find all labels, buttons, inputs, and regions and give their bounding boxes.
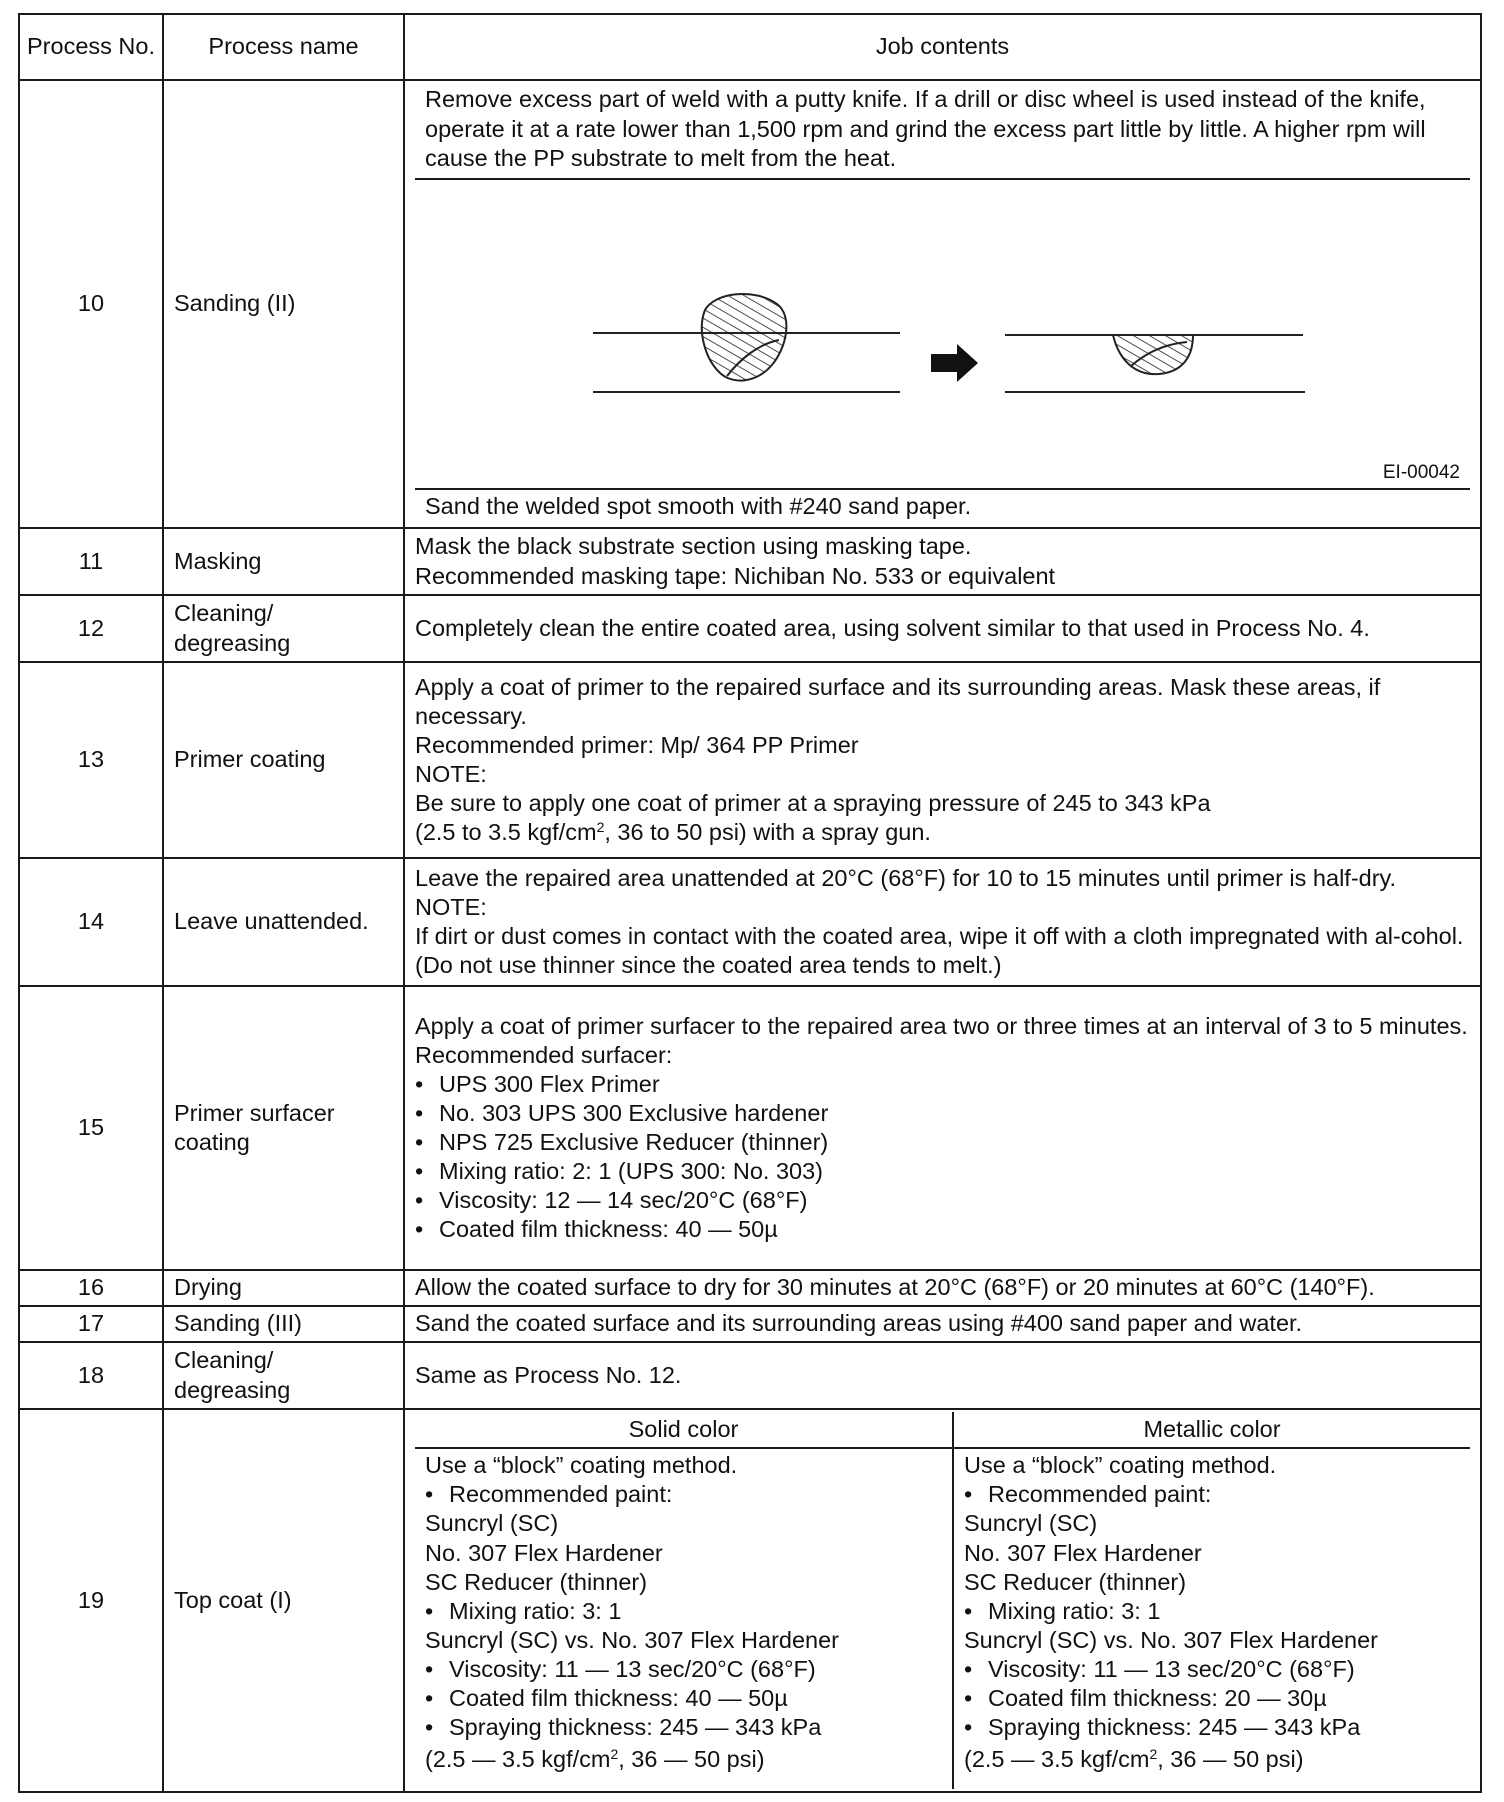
job-contents [404, 858, 1481, 986]
table-row [19, 1270, 1481, 1306]
bullet-text: Viscosity: 11 — 13 sec/20°C (68°F) [449, 1656, 816, 1682]
top-coat-subtable [415, 1412, 1470, 1789]
job-line: Recommended surfacer: [415, 1041, 673, 1068]
job-line: Be sure to apply one coat of primer at a spraying pressure of 245 to 343 kPa [415, 790, 1211, 817]
bullet-icon: • [964, 1597, 973, 1624]
job-line: Recommended masking tape: Nichiban No. 533 or equivalent [415, 562, 1056, 589]
bullet-icon: • [964, 1685, 973, 1712]
unit-text: (2.5 — 3.5 kgf/cm [964, 1746, 1150, 1773]
unit-text: , 36 to 50 psi) with a spray gun. [604, 819, 931, 846]
paint-line: No. 307 Flex Hardener [425, 1539, 663, 1566]
table-row [19, 1306, 1481, 1342]
bullet-icon: • [415, 1129, 424, 1155]
bullet-icon: • [964, 1481, 973, 1508]
table-row [19, 1409, 1481, 1792]
mix-note: Suncryl (SC) vs. No. 307 Flex Hardener [964, 1626, 1379, 1653]
paint-line: SC Reducer (thinner) [425, 1568, 648, 1595]
process-no: 14 [19, 858, 163, 986]
paint-line: Suncryl (SC) [964, 1510, 1098, 1537]
bullet-text: Viscosity: 12 — 14 sec/20°C (68°F) [439, 1187, 808, 1214]
job-line: Allow the coated surface to dry for 30 minutes at 20°C (68°F) or 20 minutes at 60°C (140°F). [415, 1274, 1375, 1301]
unit-superscript: 2 [596, 819, 605, 836]
job-contents [404, 528, 1481, 595]
job-contents [404, 1270, 1481, 1306]
bullet-text: Recommended paint: [449, 1481, 673, 1508]
note-label: NOTE: [415, 893, 487, 920]
bullet-icon: • [964, 1656, 973, 1682]
bullet-text: Coated film thickness: 40 — 50µ [439, 1216, 778, 1243]
process-table [18, 13, 1482, 1793]
bullet-text: UPS 300 Flex Primer [439, 1070, 660, 1097]
job-text: Remove excess part of weld with a putty knife. If a drill or disc wheel is used instead of the knife, operate it at a rate lower than 1,500 rpm and grind the excess part little by little. A higher rpm will cause the PP substrate to melt from the heat. [425, 86, 1426, 171]
bullet-item [964, 1684, 1460, 1713]
process-no: 19 [19, 1409, 163, 1792]
job-contents [404, 1409, 1481, 1792]
job-line: Mask the black substrate section using masking tape. [415, 533, 972, 560]
note-label: NOTE: [415, 761, 487, 787]
bullet-icon: • [964, 1714, 973, 1741]
subtable-header-row [415, 1412, 1470, 1448]
bullet-item [415, 1215, 1470, 1244]
unit-line [964, 1745, 1460, 1774]
weld-sanding-diagram [415, 180, 1490, 488]
process-no: 16 [19, 1270, 163, 1306]
job-contents [404, 986, 1481, 1270]
job-line: Leave the repaired area unattended at 20°C (68°F) for 10 to 15 minutes until primer is half-dry. [415, 864, 1397, 891]
table-row [19, 595, 1481, 662]
bullet-icon: • [415, 1158, 424, 1185]
weld-after-icon [1005, 335, 1305, 392]
bullet-icon: • [415, 1099, 424, 1126]
header-process-name: Process name [163, 14, 404, 80]
bullet-item [964, 1480, 1460, 1509]
process-table-sheet [18, 13, 1480, 1786]
job-line: Apply a coat of primer surfacer to the repaired area two or three times at an interval of 3 to 5 minutes. [415, 1012, 1468, 1039]
unit-superscript: 2 [1149, 1746, 1158, 1763]
process-name: Leave unattended. [163, 858, 404, 986]
unit-text: , 36 — 50 psi) [618, 1746, 765, 1773]
header-row [19, 14, 1481, 80]
job-line: Apply a coat of primer to the repaired surface and its surrounding areas. Mask these areas, if necessary. [415, 673, 1381, 729]
bullet-item [415, 1157, 1470, 1186]
bullet-icon: • [425, 1714, 434, 1741]
bullet-text: Spraying thickness: 245 — 343 kPa [988, 1714, 1361, 1741]
job-line: Sand the coated surface and its surrounding areas using #400 sand paper and water. [415, 1310, 1303, 1337]
bullet-icon: • [425, 1656, 434, 1682]
job-line: Same as Process No. 12. [415, 1361, 682, 1388]
mix-note: Suncryl (SC) vs. No. 307 Flex Hardener [425, 1626, 840, 1653]
method-line: Use a “block” coating method. [964, 1452, 1277, 1479]
bullet-icon: • [425, 1597, 434, 1624]
bullet-text: Mixing ratio: 3: 1 [988, 1597, 1161, 1624]
unit-line [425, 1745, 942, 1774]
process-no: 17 [19, 1306, 163, 1342]
process-name: Cleaning/ degreasing [163, 595, 404, 662]
job-contents [404, 1342, 1481, 1409]
solid-color-cell [415, 1448, 953, 1789]
right-arrow-icon [931, 344, 978, 382]
bullet-text: Mixing ratio: 3: 1 [449, 1597, 622, 1624]
process-no: 13 [19, 662, 163, 858]
process-no: 15 [19, 986, 163, 1270]
bullet-item [415, 1099, 1470, 1128]
job-text: Sand the welded spot smooth with #240 sand paper. [415, 488, 1470, 523]
metallic-color-cell [953, 1448, 1470, 1789]
bullet-text: Spraying thickness: 245 — 343 kPa [449, 1714, 822, 1741]
job-contents [404, 662, 1481, 858]
bullet-item [964, 1597, 1460, 1626]
bullet-item [425, 1480, 942, 1509]
bullet-item [415, 1128, 1470, 1157]
bullet-icon: • [425, 1685, 434, 1712]
process-name: Drying [163, 1270, 404, 1306]
bullet-icon: • [425, 1481, 434, 1508]
table-row [19, 1342, 1481, 1409]
subtable-body-row [415, 1448, 1470, 1789]
bullet-text: Recommended paint: [988, 1481, 1212, 1508]
bullet-item [964, 1713, 1460, 1742]
process-no: 12 [19, 595, 163, 662]
bullet-text: NPS 725 Exclusive Reducer (thinner) [439, 1129, 829, 1155]
weld-before-icon [593, 294, 900, 392]
table-row [19, 80, 1481, 528]
bullet-item [425, 1655, 942, 1684]
job-contents [404, 80, 1481, 528]
job-line: Completely clean the entire coated area, using solvent similar to that used in Process No. 4. [415, 614, 1370, 641]
table-row [19, 858, 1481, 986]
table-row [19, 662, 1481, 858]
table-row [19, 986, 1481, 1270]
job-line: Recommended primer: Mp/ 364 PP Primer [415, 731, 859, 758]
paint-line: No. 307 Flex Hardener [964, 1539, 1202, 1566]
table-row [19, 528, 1481, 595]
bullet-item [425, 1597, 942, 1626]
process-name: Cleaning/ degreasing [163, 1342, 404, 1409]
bullet-text: No. 303 UPS 300 Exclusive hardener [439, 1099, 829, 1126]
process-name: Sanding (II) [163, 80, 404, 528]
process-name: Top coat (I) [163, 1409, 404, 1792]
bullet-text: Viscosity: 11 — 13 sec/20°C (68°F) [988, 1656, 1355, 1682]
unit-superscript: 2 [610, 1746, 619, 1763]
method-line: Use a “block” coating method. [425, 1452, 738, 1479]
bullet-text: Coated film thickness: 40 — 50µ [449, 1685, 788, 1712]
job-line: If dirt or dust comes in contact with the coated area, wipe it off with a cloth impregnated with al-cohol. (Do not use thinner since the coated area tends to melt.) [415, 923, 1464, 979]
process-no: 11 [19, 528, 163, 595]
job-contents [404, 1306, 1481, 1342]
process-no: 18 [19, 1342, 163, 1409]
unit-text: (2.5 — 3.5 kgf/cm [425, 1746, 611, 1773]
bullet-icon: • [415, 1070, 424, 1097]
job-line-unit [415, 818, 1470, 847]
process-name: Sanding (III) [163, 1306, 404, 1342]
bullet-item [415, 1070, 1470, 1099]
bullet-icon: • [415, 1187, 424, 1214]
metallic-color-header: Metallic color [953, 1412, 1470, 1448]
process-name: Primer coating [163, 662, 404, 858]
process-name: Primer surfacer coating [163, 986, 404, 1270]
paint-line: SC Reducer (thinner) [964, 1568, 1187, 1595]
figure-panel [415, 178, 1470, 488]
figure-code: EI-00042 [1382, 461, 1460, 483]
header-process-no: Process No. [19, 14, 163, 80]
bullet-item [425, 1713, 942, 1742]
bullet-item [415, 1186, 1470, 1215]
bullet-icon: • [415, 1216, 424, 1243]
solid-color-header: Solid color [415, 1412, 953, 1448]
header-job-contents: Job contents [404, 14, 1481, 80]
bullet-text: Mixing ratio: 2: 1 (UPS 300: No. 303) [439, 1158, 824, 1185]
bullet-text: Coated film thickness: 20 — 30µ [988, 1685, 1327, 1712]
bullet-item [425, 1684, 942, 1713]
unit-text: (2.5 to 3.5 kgf/cm [415, 819, 597, 846]
job-contents [404, 595, 1481, 662]
bullet-item [964, 1655, 1460, 1684]
process-no: 10 [19, 80, 163, 528]
process-name: Masking [163, 528, 404, 595]
paint-line: Suncryl (SC) [425, 1510, 559, 1537]
unit-text: , 36 — 50 psi) [1157, 1746, 1304, 1773]
